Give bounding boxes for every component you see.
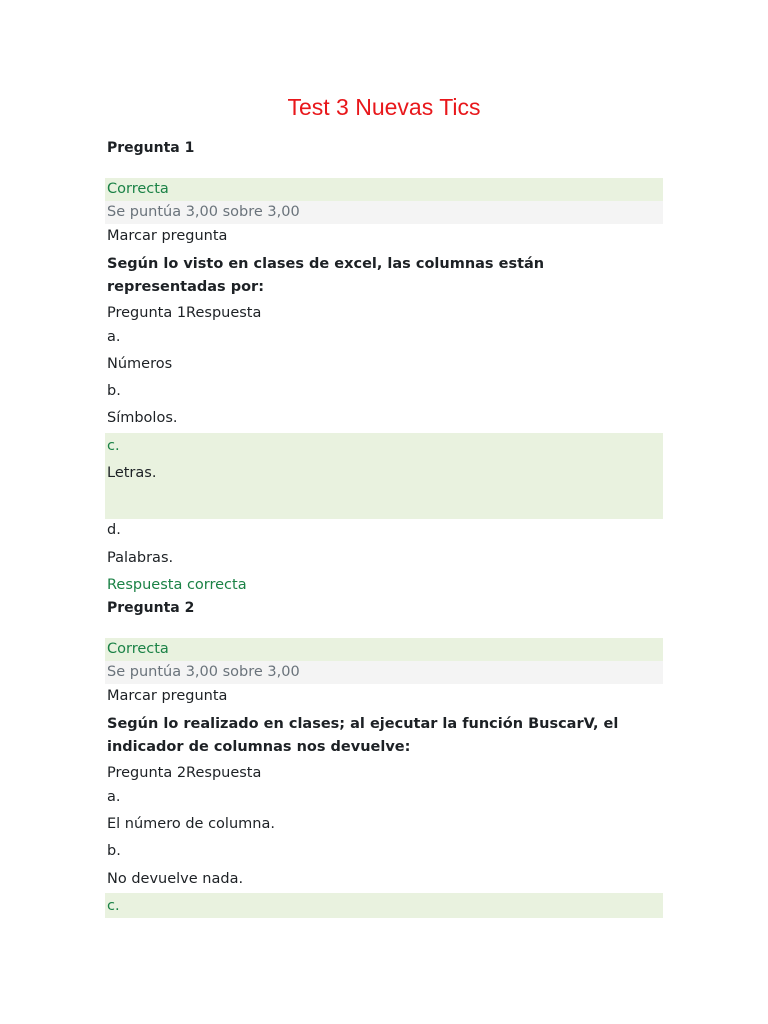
question-1-option-c-text[interactable]: Letras. xyxy=(107,465,157,481)
question-1-option-d-text[interactable]: Palabras. xyxy=(107,550,174,566)
question-1-option-c-letter[interactable]: c. xyxy=(107,438,120,454)
question-1-state-band xyxy=(105,178,663,201)
question-2-grade: Se puntúa 3,00 sobre 3,00 xyxy=(107,664,300,680)
question-2-option-a-letter[interactable]: a. xyxy=(107,789,121,805)
question-1-heading: Pregunta 1 xyxy=(107,140,195,156)
question-2-heading: Pregunta 2 xyxy=(107,600,195,616)
question-2-flag-link[interactable]: Marcar pregunta xyxy=(107,688,228,704)
question-2-answer-label: Pregunta 2Respuesta xyxy=(107,765,262,781)
question-2-state: Correcta xyxy=(107,641,169,657)
question-2-selected-option-band xyxy=(105,893,663,918)
question-1-selected-option-band xyxy=(105,433,663,519)
document-title: Test 3 Nuevas Tics xyxy=(287,94,481,120)
question-2-option-b-text[interactable]: No devuelve nada. xyxy=(107,871,244,887)
question-1-option-d-letter[interactable]: d. xyxy=(107,522,121,538)
question-1-option-b-text[interactable]: Símbolos. xyxy=(107,410,178,426)
question-1-flag-link[interactable]: Marcar pregunta xyxy=(107,228,228,244)
question-1-answer-label: Pregunta 1Respuesta xyxy=(107,305,262,321)
question-1-state: Correcta xyxy=(107,181,169,197)
question-1-option-a-text[interactable]: Números xyxy=(107,356,173,372)
question-1-feedback: Respuesta correcta xyxy=(107,577,247,593)
question-1-option-b-letter[interactable]: b. xyxy=(107,383,121,399)
question-2-option-c-letter[interactable]: c. xyxy=(107,898,120,914)
question-1-text: Según lo visto en clases de excel, las columnas están representadas por: xyxy=(107,256,545,295)
question-2-option-a-text[interactable]: El número de columna. xyxy=(107,816,275,832)
question-2-option-b-letter[interactable]: b. xyxy=(107,843,121,859)
question-1-grade: Se puntúa 3,00 sobre 3,00 xyxy=(107,204,300,220)
question-1-option-a-letter[interactable]: a. xyxy=(107,329,121,345)
question-2-text: Según lo realizado en clases; al ejecutar la función BuscarV, el indicador de columnas nos devuelve: xyxy=(107,716,619,755)
question-2-state-band xyxy=(105,638,663,661)
